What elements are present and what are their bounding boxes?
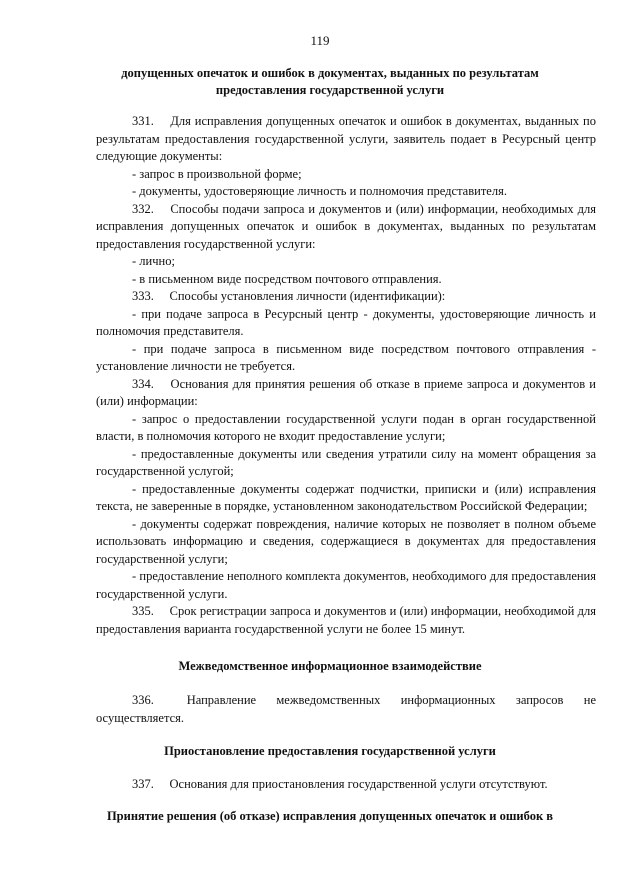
list-item-wrong-authority: - запрос о предоставлении государственной услуги подан в орган государственной власти, в полномочия которого не входит предоставление услуги;	[96, 411, 596, 443]
list-item-altered-docs: - предоставленные документы содержат подчистки, приписки и (или) исправления текста, не заверенные в порядке, установленном законодательством Российской Федерации;	[96, 481, 596, 513]
heading-suspension: Приостановление предоставления государственной услуги	[164, 744, 496, 758]
list-item-incomplete-set: - предоставление неполного комплекта документов, необходимого для предоставления государственной услуги.	[96, 569, 596, 601]
section-heading-top: допущенных опечаток и ошибок в документах, выданных по результатам предоставления государственной услуги	[121, 66, 539, 97]
list-item-in-person: - лично;	[132, 254, 175, 268]
list-item-request: - запрос в произвольной форме;	[132, 166, 302, 181]
paragraph-335: 335. Срок регистрации запроса и документов и (или) информации, необходимой для предоставления варианта государственной услуги не более 15 минут.	[96, 604, 596, 636]
section-336	[96, 692, 596, 727]
heading-interagency: Межведомственное информационное взаимодействие	[178, 659, 482, 673]
list-item-expired-docs: - предоставленные документы или сведения утратили силу на момент обращения за государственной услугой;	[96, 446, 596, 478]
list-item-identity-docs: - документы, удостоверяющие личность и полномочия представителя.	[132, 184, 507, 198]
paragraph-331: 331. Для исправления допущенных опечаток и ошибок в документах, выданных по результатам предоставления государственной услуги, заявитель подает в Ресурсный центр следующие документы:	[96, 114, 596, 163]
paragraph-336: 336. Направление межведомственных информационных запросов не осуществляется.	[96, 693, 596, 725]
list-item-postal-id: - при подаче запроса в письменном виде посредством почтового отправления - установление личности не требуется.	[96, 341, 596, 373]
main-body	[96, 113, 596, 638]
page-number: 119	[310, 33, 330, 48]
section-337	[96, 776, 596, 794]
list-item-damaged-docs: - документы содержат повреждения, наличие которых не позволяет в полном объеме использовать информацию и сведения, содержащиеся в документах для предоставления государственной услуги;	[96, 516, 596, 566]
paragraph-334: 334. Основания для принятия решения об отказе в приеме запроса и документов и (или) информации:	[96, 376, 596, 408]
paragraph-337: 337. Основания для приостановления государственной услуги отсутствуют.	[132, 777, 548, 791]
heading-decision: Принятие решения (об отказе) исправления допущенных опечаток и ошибок в	[106, 809, 554, 823]
list-item-by-post: - в письменном виде посредством почтового отправления.	[132, 271, 442, 286]
list-item-resource-center: - при подаче запроса в Ресурсный центр - документы, удостоверяющие личность и полномочия представителя.	[96, 306, 596, 338]
paragraph-332: 332. Способы подачи запроса и документов и (или) информации, необходимых для исправления допущенных опечаток и ошибок в документах, выданных по результатам предоставления государственной услуги:	[96, 201, 596, 251]
paragraph-333: 333. Способы установления личности (идентификации):	[132, 289, 446, 303]
